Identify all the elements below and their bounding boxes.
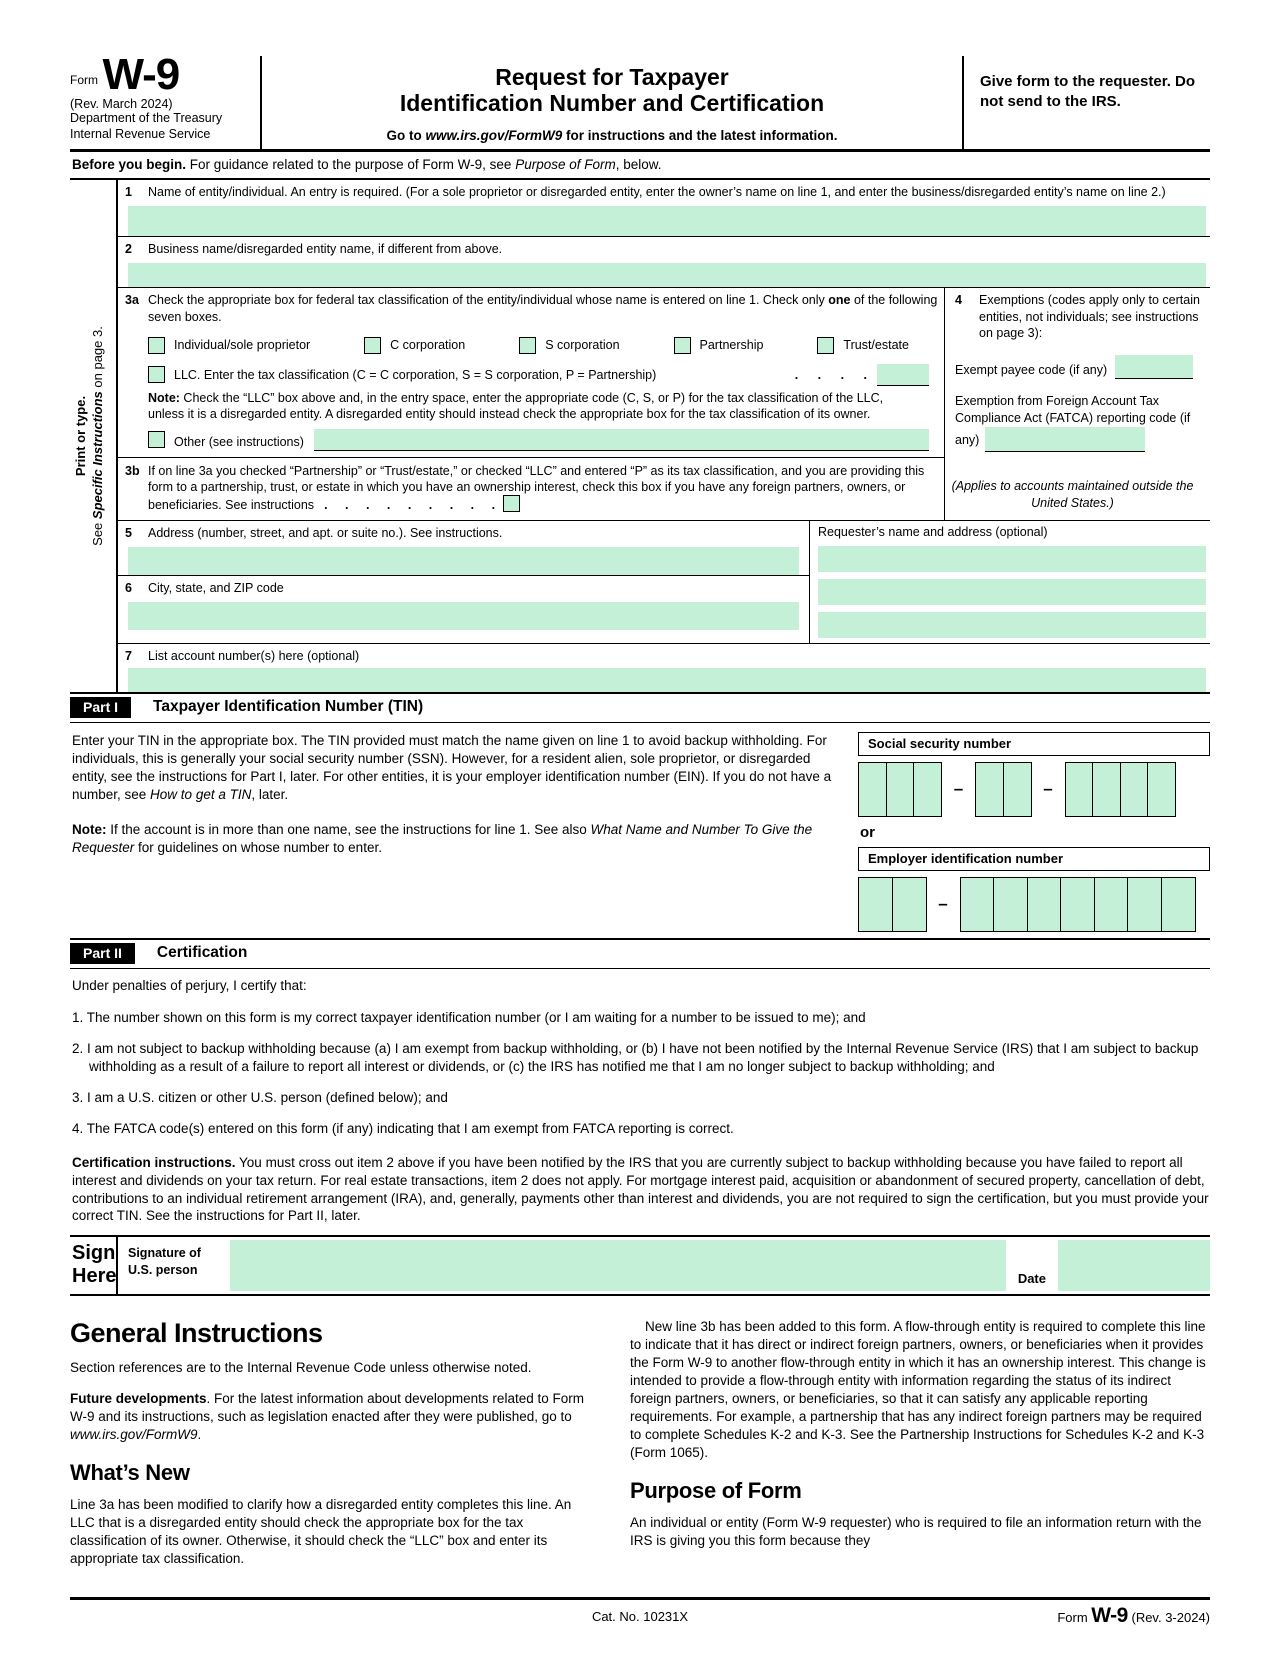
signature-label-line-1: Signature of (128, 1246, 201, 1261)
line-4-number: 4 (955, 293, 962, 308)
trust-estate-label: Trust/estate (843, 338, 909, 353)
llc-classification-input[interactable] (877, 364, 929, 386)
part-1-text-column (72, 732, 858, 932)
ein-dash: – (938, 894, 948, 914)
line-3a-text-1: Check the appropriate box for federal tax classification of the entity/individual whose name is entered on line 1. Check only (148, 293, 829, 308)
requester-label: Requester’s name and address (optional) (818, 524, 1048, 539)
line-3a-number: 3a (125, 293, 139, 308)
city-state-zip-input[interactable] (128, 602, 799, 630)
print-or-type-text (73, 186, 107, 686)
part-1-header (70, 694, 1210, 723)
certification-instructions-bold: Certification instructions. (72, 1154, 236, 1170)
ein-digit-box[interactable] (1127, 877, 1162, 932)
part-1-body (70, 723, 1210, 938)
ssn-digit-box[interactable] (913, 762, 942, 817)
other-input[interactable] (314, 429, 929, 451)
future-developments-url: www.irs.gov/FormW9 (70, 1427, 198, 1443)
business-name-input[interactable] (128, 263, 1206, 287)
form-header (70, 50, 1210, 152)
tin-note (72, 821, 840, 857)
form-body (70, 180, 1210, 694)
ssn-digit-box[interactable] (858, 762, 887, 817)
s-corporation-checkbox[interactable] (519, 337, 536, 354)
line-5-section (118, 521, 809, 576)
sign-word: Sign (72, 1242, 116, 1265)
llc-checkbox[interactable] (148, 366, 165, 383)
tin-paragraph (72, 732, 840, 804)
line-2-number: 2 (125, 242, 132, 257)
ssn-cells (858, 762, 1210, 817)
line-3b-text: If on line 3a you checked “Partnership” or “Trust/estate,” or checked “LLC” and entered “P” as its tax classification, and you are providing this form to a partnership, trust, or estate in which you have an ownership interest, check this box if you have any foreign partners, owners, or beneficiaries. See instructions (148, 463, 925, 513)
goto-pre: Go to (386, 127, 426, 143)
form-title-line-1: Request for Taxpayer (495, 64, 729, 90)
instructions-right-column (630, 1318, 1210, 1581)
line-6-number: 6 (125, 580, 132, 595)
address-input[interactable] (128, 547, 799, 575)
future-developments-paragraph (70, 1390, 598, 1444)
purpose-of-form-paragraph: An individual or entity (Form W-9 requester) who is required to file an information return with the IRS is giving you this form because they (630, 1515, 1202, 1548)
tin-note-end: for guidelines on whose number to enter. (134, 839, 382, 855)
requester-column (810, 521, 1210, 643)
other-option-row (148, 429, 929, 451)
partnership-checkbox[interactable] (674, 337, 691, 354)
new-line-3b-paragraph: New line 3b has been added to this form. A flow-through entity is required to complete this line to indicate that it has direct or indirect foreign partners, owners, or beneficiaries when it provides the Form W-9 to another flow-through entity in which it has an ownership interest. This change is intended to provide a flow-through entity with information regarding the status of its indirect foreign partners, owners, or beneficiaries, so that it can satisfy any applicable reporting requirements. For example, a partnership that has any indirect foreign partners may be required to complete Schedules K-2 and K-3. See the Partnership Instructions for Schedules K-2 and K-3 (Form 1065). (630, 1319, 1206, 1461)
partnership-option (674, 337, 764, 354)
goto-post: for instructions and the latest information. (562, 127, 838, 143)
ein-digit-box[interactable] (1161, 877, 1196, 932)
line-7-row (118, 644, 1210, 692)
ein-digit-box[interactable] (993, 877, 1028, 932)
ssn-digit-box[interactable] (1120, 762, 1149, 817)
ein-group-2 (960, 877, 1196, 932)
future-developments-end: . (197, 1427, 202, 1443)
date-input[interactable] (1058, 1240, 1210, 1291)
exempt-payee-row (955, 355, 1204, 379)
applies-note: (Applies to accounts maintained outside the United States.) (951, 478, 1194, 510)
department-line-2: Internal Revenue Service (70, 127, 211, 142)
trust-estate-option (817, 337, 909, 354)
purpose-of-form-heading: Purpose of Form (630, 1478, 802, 1504)
other-label: Other (see instructions) (174, 434, 304, 449)
line-3b-label (148, 463, 944, 514)
line-6-section (118, 576, 809, 630)
before-you-begin (70, 152, 1210, 180)
ein-digit-box[interactable] (1094, 877, 1129, 932)
department-line-1: Department of the Treasury (70, 111, 223, 126)
ein-digit-box[interactable] (960, 877, 995, 932)
individual-sole-proprietor-label: Individual/sole proprietor (174, 338, 311, 353)
line-2-row (118, 237, 1210, 288)
general-instructions-section (70, 1318, 1210, 1581)
trust-estate-checkbox[interactable] (817, 337, 834, 354)
line-3a-text-2: of the following seven boxes. (148, 293, 938, 324)
line-1-label: Name of entity/individual. An entry is required. (For a sole proprietor or disregarded entity, enter the owner’s name on line 1, and enter the business/disregarded entity’s name on line 2.) (148, 184, 1166, 199)
footer-form-id (1057, 1604, 1210, 1628)
part-1-badge: Part I (70, 697, 131, 718)
section-references-paragraph: Section references are to the Internal Revenue Code unless otherwise noted. (70, 1360, 532, 1376)
s-corporation-option (519, 337, 619, 354)
sign-here-label (70, 1237, 116, 1294)
form-title-line-2: Identification Number and Certification (399, 90, 825, 117)
catalog-number: Cat. No. 10231X (591, 1609, 689, 1625)
requester-input-line-1[interactable] (818, 546, 1206, 572)
line-4-label: Exemptions (codes apply only to certain entities, not individuals; see instructions on page 3): (979, 293, 1200, 340)
date-label: Date (1017, 1271, 1046, 1287)
llc-note-text: Check the “LLC” box above and, in the entry space, enter the appropriate code (C, S, or P) for the tax classification of the LLC, unless it is a disregarded entity. A disregarded entity should instead check the appropriate box for the tax classification of its owner. (148, 390, 884, 422)
whats-new-paragraph: Line 3a has been modified to clarify how a disregarded entity completes this line. An LLC that is a disregarded entity should check the appropriate box for the tax classification of its owner. Otherwise, it should check the “LLC” box and enter its appropriate tax classification. (70, 1497, 572, 1567)
sidebar-rest: on page 3. (90, 326, 106, 392)
future-developments-text: . For the latest information about developments related to Form W-9 and its instructions, such as legislation enacted after they were published, go to (70, 1391, 584, 1425)
certification-item-1: 1. The number shown on this form is my correct taxpayer identification number (or I am waiting for a number to be issued to me); and (72, 1009, 866, 1025)
line-3b-section (118, 458, 944, 520)
tin-note-text: If the account is in more than one name, see the instructions for line 1. See also (106, 821, 591, 837)
c-corporation-label: C corporation (390, 338, 466, 353)
footer-form-number: W-9 (1091, 1604, 1128, 1628)
page-footer (70, 1597, 1210, 1639)
line-4-column (945, 288, 1210, 519)
tin-paragraph-end: , later. (251, 786, 289, 802)
llc-dot-leader: . . . . (794, 367, 867, 382)
tin-paragraph-italic: How to get a TIN (150, 786, 252, 802)
ssn-dash-2: – (1043, 779, 1053, 799)
llc-note-bold: Note: (148, 390, 180, 405)
line-3-column (118, 288, 945, 519)
tin-paragraph-text: Enter your TIN in the appropriate box. The TIN provided must match the name given on line 1 to avoid backup withholding. For individuals, this is generally your social security number (SSN). However, for a resident alien, sole proprietor, or disregarded entity, see the instructions for Part I, later. For other entities, it is your employer identification number (EIN). If you do not have a number, see (72, 732, 832, 802)
before-text-2: , below. (615, 156, 662, 172)
line-3-and-4-row (118, 288, 1210, 520)
ssn-group-2 (975, 762, 1032, 817)
irs-url: www.irs.gov/FormW9 (425, 127, 563, 143)
line-3a-section (118, 288, 944, 458)
ssn-group-3 (1065, 762, 1177, 817)
certification-instructions (72, 1154, 1210, 1226)
certification-item-4: 4. The FATCA code(s) entered on this form (if any) indicating that I am exempt from FATCA reporting is correct. (72, 1120, 734, 1136)
exempt-payee-code-input[interactable] (1115, 355, 1193, 379)
ssn-label-box: Social security number (858, 732, 1210, 756)
line-6-label: City, state, and ZIP code (148, 580, 284, 595)
line-3b-dot-leader: . . . . . . . . . (324, 498, 496, 513)
fatca-row (955, 393, 1198, 452)
ssn-digit-box[interactable] (886, 762, 915, 817)
c-corporation-checkbox[interactable] (364, 337, 381, 354)
part-2-title: Certification (156, 944, 248, 962)
llc-option-row (148, 364, 929, 386)
tin-note-bold: Note: (72, 821, 107, 837)
ssn-digit-box[interactable] (975, 762, 1004, 817)
partnership-label: Partnership (699, 338, 764, 353)
or-label: or (860, 823, 875, 841)
address-column (118, 521, 810, 643)
form-word: Form (70, 73, 98, 87)
ein-label-box: Employer identification number (858, 847, 1210, 871)
ssn-digit-box[interactable] (1003, 762, 1032, 817)
line-5-number: 5 (125, 525, 132, 540)
signature-input[interactable] (230, 1240, 1006, 1291)
tin-boxes-column (858, 732, 1210, 932)
whats-new-heading: What’s New (70, 1460, 190, 1486)
individual-sole-proprietor-option (148, 337, 310, 354)
account-numbers-input[interactable] (128, 668, 1206, 692)
form-revision: (Rev. March 2024) (70, 97, 173, 112)
signature-label-line-2: U.S. person (128, 1262, 198, 1277)
line-2-label: Business name/disregarded entity name, if different from above. (148, 242, 503, 257)
ssn-group-1 (858, 762, 942, 817)
form-number: W-9 (102, 50, 180, 99)
form-fields-box (116, 180, 1210, 692)
before-text-1: For guidance related to the purpose of Form W-9, see (186, 156, 516, 172)
goto-instructions (272, 128, 952, 143)
line-1-number: 1 (125, 184, 132, 199)
part-1-title: Taxpayer Identification Number (TIN) (153, 698, 424, 716)
line-1-row (118, 180, 1210, 237)
ssn-digit-box[interactable] (1147, 762, 1176, 817)
sidebar-see: See (90, 518, 106, 546)
sidebar-line-1: Print or type. (73, 395, 89, 476)
ein-digit-box[interactable] (1060, 877, 1095, 932)
ein-digit-box[interactable] (892, 877, 927, 932)
before-bold: Before you begin. (72, 156, 187, 172)
part-2-badge: Part II (70, 943, 135, 964)
certification-item-2: 2. I am not subject to backup withholding because (a) I am exempt from backup withholding, or (b) I have not been notified by the Internal Revenue Service (IRS) that I am subject to backup withholding as a result of a failure to report all interest or dividends, or (c) the IRS has notified me that I am no longer subject to backup withholding; and (72, 1040, 1199, 1074)
footer-revision: (Rev. 3-2024) (1131, 1610, 1210, 1626)
llc-label: LLC. Enter the tax classification (C = C corporation, S = S corporation, P = Partnership) (174, 367, 657, 382)
requester-input-line-3[interactable] (818, 612, 1206, 638)
here-word: Here (72, 1265, 117, 1288)
form-title-block (262, 56, 962, 149)
name-input[interactable] (128, 206, 1206, 236)
ein-digit-box[interactable] (858, 877, 893, 932)
sidebar-line-2 (90, 186, 107, 686)
tin-note-italic: What Name and Number To Give the Requester (72, 821, 813, 855)
sign-here-row (70, 1235, 1210, 1296)
line-7-number: 7 (125, 648, 132, 663)
address-and-requester-row (118, 521, 1210, 644)
form-id-block (70, 50, 262, 149)
footer-form-word: Form (1057, 1610, 1088, 1626)
requester-input-line-2[interactable] (818, 579, 1206, 605)
line-5-label: Address (number, street, and apt. or suite no.). See instructions. (148, 525, 503, 540)
column-gap (598, 1318, 630, 1581)
llc-note (148, 390, 909, 423)
future-developments-bold: Future developments (70, 1391, 207, 1407)
ssn-digit-box[interactable] (1065, 762, 1094, 817)
other-checkbox[interactable] (148, 431, 165, 448)
instructions-left-column (70, 1318, 598, 1581)
foreign-partners-checkbox[interactable] (503, 495, 520, 512)
ssn-dash-1: – (953, 779, 964, 799)
line-3a-bold-one: one (828, 293, 851, 308)
ein-digit-box[interactable] (1027, 877, 1062, 932)
sidebar-specific-instructions: Specific Instructions (90, 391, 106, 519)
ein-cells (858, 877, 1210, 932)
certification-instructions-text: You must cross out item 2 above if you have been notified by the IRS that you are currently subject to backup withholding because you have failed to report all interest and dividends on your tax return. For real estate transactions, item 2 does not apply. For mortgage interest paid, acquisition or abandonment of secured property, cancellation of debt, contributions to an individual retirement arrangement (IRA), and, generally, payments other than interest and dividends, you are not required to sign the certification, but you must provide your correct TIN. See the instructions for Part II, later. (72, 1154, 1209, 1224)
print-or-type-sidebar (70, 180, 116, 692)
part-2-header (70, 938, 1210, 969)
certification-item-3: 3. I am a U.S. citizen or other U.S. person (defined below); and (72, 1089, 448, 1105)
ssn-digit-box[interactable] (1092, 762, 1121, 817)
part-2-body (70, 969, 1210, 1236)
signature-label (118, 1237, 230, 1294)
line-3a-label (148, 292, 944, 325)
individual-sole-proprietor-checkbox[interactable] (148, 337, 165, 354)
c-corporation-option (364, 337, 465, 354)
give-form-note: Give form to the requester. Do not send to the IRS. (962, 56, 1210, 149)
general-instructions-heading: General Instructions (70, 1318, 323, 1349)
exempt-payee-label: Exempt payee code (if any) (955, 363, 1108, 378)
fatca-label: Exemption from Foreign Account Tax Compliance Act (FATCA) reporting code (if any) (955, 394, 1191, 447)
ein-group-1 (858, 877, 927, 932)
certification-intro: Under penalties of perjury, I certify that: (72, 977, 307, 993)
s-corporation-label: S corporation (545, 338, 620, 353)
line-7-label: List account number(s) here (optional) (148, 648, 360, 663)
classification-checkbox-row (148, 337, 909, 354)
fatca-code-input[interactable] (985, 427, 1145, 452)
line-3b-number: 3b (125, 463, 140, 478)
before-italic: Purpose of Form (515, 156, 616, 172)
